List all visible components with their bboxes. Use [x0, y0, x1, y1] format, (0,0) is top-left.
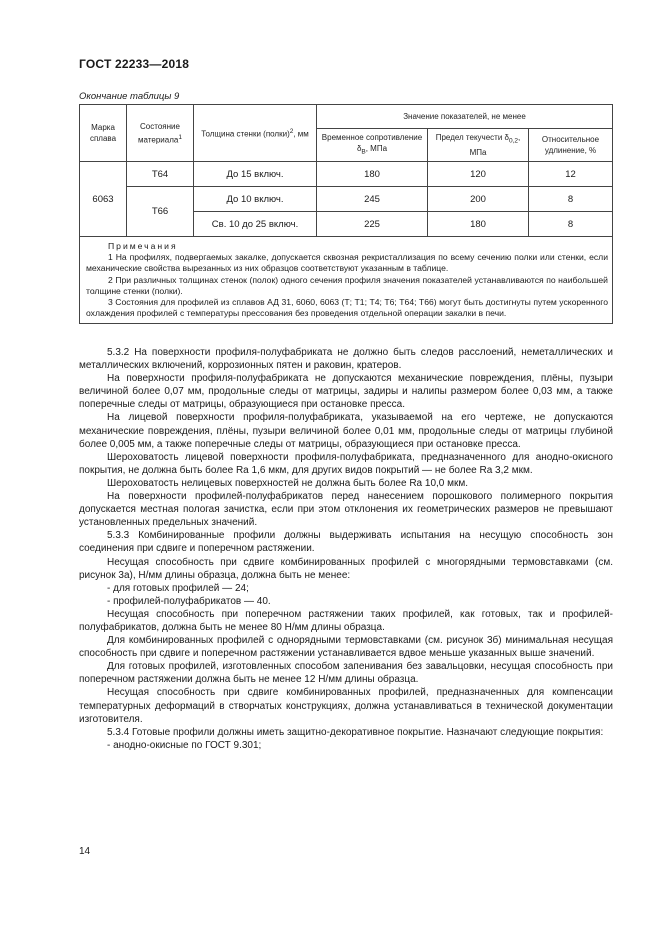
- note-item: 3 Состояния для профилей из сплавов АД 31, 6060, 6063 (Т; Т1; Т4; Т6; Т64; Т66) могут быть достигнуты путем ускоренного охлаждения профилей с температуры прессования без проведения отдельной операции закалки в печи.: [86, 297, 608, 319]
- yield-cell: 180: [428, 212, 529, 237]
- col-alloy-header: Марка сплава: [80, 105, 127, 162]
- list-item: - для готовых профилей — 24;: [107, 582, 249, 594]
- col-wall-header: Толщина стенки (полки)$^2$, мм: [194, 105, 317, 162]
- table-9: [79, 104, 613, 324]
- col-state-header: Состояние материала$^1$: [127, 105, 194, 162]
- paragraph: Шероховатость лицевой поверхности профиля-полуфабриката, предназначенного для анодно-окисного покрытия, не должна быть более Ra 1,6 мкм, для других видов покрытий — не более Ra 3,2 мкм.: [79, 451, 613, 476]
- notes-title: Примечания: [108, 241, 178, 251]
- strength-cell: 245: [317, 187, 428, 212]
- paragraph: Несущая способность при поперечном растяжении таких профилей, как готовых, так и профилей-полуфабрикатов, должна быть не менее 80 Н/мм длины образца.: [79, 608, 613, 633]
- table-row: [80, 162, 613, 187]
- paragraph: Несущая способность при сдвиге комбинированных профилей, предназначенных для компенсации температурных деформаций в створчатых конструкциях, должна устанавливаться в технической документации изготовителя.: [79, 687, 613, 725]
- elong-cell: 8: [529, 212, 613, 237]
- yield-cell: 200: [428, 187, 529, 212]
- page-number: 14: [79, 846, 91, 857]
- paragraph: 5.3.4 Готовые профили должны иметь защитно-декоративное покрытие. Назначают следующие покрытия:: [107, 726, 604, 738]
- yield-cell: 120: [428, 162, 529, 187]
- state-cell: Т64: [127, 162, 194, 187]
- list-item: - анодно-окисные по ГОСТ 9.301;: [107, 739, 262, 751]
- col-group-header: Значение показателей, не менее: [317, 105, 613, 129]
- paragraph: Для готовых профилей, изготовленных способом запенивания без завальцовки, несущая способность при поперечном растяжении должна быть не менее 12 Н/мм длины образца.: [79, 661, 613, 686]
- list-item: - профилей-полуфабрикатов — 40.: [107, 595, 271, 607]
- strength-cell: 180: [317, 162, 428, 187]
- state-cell: Т66: [127, 187, 194, 237]
- paragraph: 5.3.3 Комбинированные профили должны выдерживать испытания на несущую способность зон соединения при сдвиге и поперечном растяжении.: [79, 530, 613, 555]
- note-item: 2 При различных толщинах стенок (полок) одного сечения профиля значения показателей устанавливаются по наибольшей толщине стенки (полки).: [86, 274, 608, 296]
- table-row: [80, 187, 613, 212]
- wall-cell: До 15 включ.: [194, 162, 317, 187]
- paragraph: 5.3.2 На поверхности профиля-полуфабриката не должно быть следов расслоений, неметаллических и металлических включений, коррозионных пятен и раковин, кратеров.: [79, 347, 613, 372]
- elong-cell: 12: [529, 162, 613, 187]
- wall-cell: До 10 включ.: [194, 187, 317, 212]
- alloy-cell: 6063: [80, 162, 127, 237]
- paragraph: На лицевой поверхности профиля-полуфабриката, указываемой на его чертеже, не допускаются механические повреждения, плёны, пузыри величиной более 0,01 мм, продольные следы от матрицы глубиной более 0,005 мм, а также поперечные следы от матрицы, образующиеся при остановке пресса.: [79, 412, 613, 450]
- col-elong-header: Относительное удлинение, %: [529, 129, 613, 162]
- paragraph: Шероховатость нелицевых поверхностей не должна быть более Ra 10,0 мкм.: [107, 477, 469, 489]
- table-notes: [80, 237, 613, 324]
- note-item: 1 На профилях, подвергаемых закалке, допускается сквозная рекристаллизация по всему сечению полки или стенки, если механические свойства вырезанных из них образцов соответствуют указанным в таблице.: [86, 252, 608, 274]
- strength-cell: 225: [317, 212, 428, 237]
- document-header: ГОСТ 22233—2018: [79, 57, 190, 71]
- paragraph: На поверхности профилей-полуфабрикатов перед нанесением порошкового полимерного покрытия допускается местная пологая зачистка, если при этом отклонения их геометрических размеров не превышают установленных предельных значений.: [79, 491, 613, 529]
- col-yield-header: Предел текучести $\delta_{0,2}$, МПа: [428, 129, 529, 162]
- wall-cell: Св. 10 до 25 включ.: [194, 212, 317, 237]
- table-caption: Окончание таблицы 9: [79, 91, 180, 102]
- body-text: [79, 346, 613, 752]
- paragraph: Несущая способность при сдвиге комбинированных профилей с многорядными термовставками (см. рисунок 3а), Н/мм длины образца, должна быть не менее:: [79, 556, 613, 581]
- paragraph: Для комбинированных профилей с однорядными термовставками (см. рисунок 3б) минимальная несущая способность при сдвиге и поперечном растяжении устанавливается вдвое меньше указанных выше значений.: [79, 635, 613, 660]
- col-strength-header: Временное сопротивление $\delta_B$, МПа: [317, 129, 428, 162]
- paragraph: На поверхности профиля-полуфабриката не допускаются механические повреждения, плёны, пузыри величиной более 0,07 мм, продольные следы от матрицы, задиры и налипы размером более 0,03 мм, а также поперечные следы от матрицы, образующиеся при остановке пресса.: [79, 373, 613, 411]
- elong-cell: 8: [529, 187, 613, 212]
